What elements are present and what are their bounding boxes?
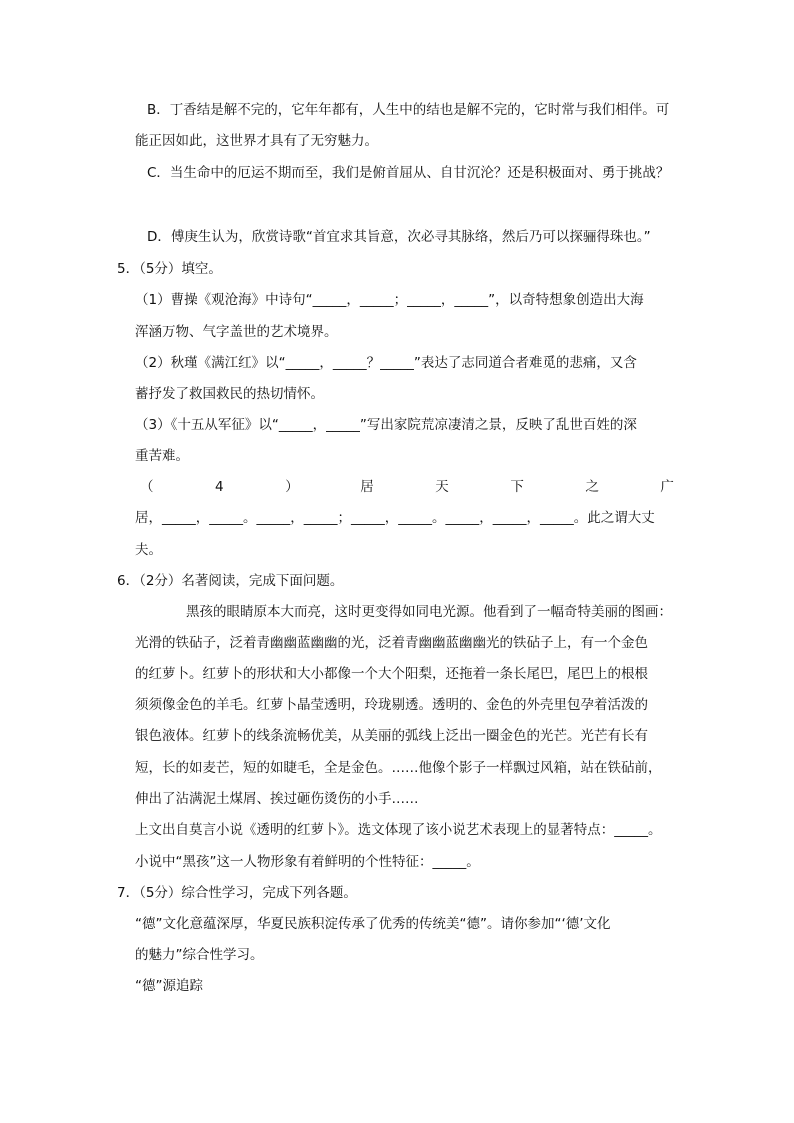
question-5-heading: 5．（5分）填空。 [117,261,222,277]
q6-passage-line-1: 黑孩的眼睛原本大而亮，这时更变得如同电光源。他看到了一幅奇特美丽的图画： [186,604,672,620]
q5-item-4-token: （ [140,479,154,495]
q6-question-2: 小说中“黑孩”这一人物形象有着鲜明的个性特征：_____。 [135,854,480,870]
q5-item-1-line-2: 浑涵万物、气字盖世的艺术境界。 [135,324,338,340]
q5-item-3-line-1: （3）《十五从军征》以“_____，_____”写出家院荒凉凄清之景，反映了乱世百姓的深 [135,417,637,433]
q6-passage-line-3: 的红萝卜。红萝卜的形状和大小都像一个大个阳梨，还拖着一条长尾巴，尾巴上的根根 [135,666,648,682]
q6-passage-line-6: 短，长的如麦芒，短的如睫毛，全是金色。……他像个影子一样飘过风箱，站在铁砧前， [135,760,662,776]
q5-item-4-token: 广 [660,479,674,495]
option-b-line-1: B．丁香结是解不完的，它年年都有，人生中的结也是解不完的，它时常与我们相伴。可 [147,102,670,118]
option-b-line-2: 能正因如此，这世界才具有了无穷魅力。 [135,133,378,149]
q6-question-1: 上文出自莫言小说《透明的红萝卜》。选文体现了该小说艺术表现上的显著特点：_____。 [135,822,662,838]
q5-item-4-line-1 [140,477,674,497]
q7-intro-line-1: “德”文化意蕴深厚，华夏民族积淀传承了优秀的传统美“德”。请你参加“‘德’文化 [135,916,611,932]
q5-item-2-line-1: （2）秋瑾《满江红》以“_____，_____？_____”表达了志同道合者难觅的悲痛，又含 [135,355,637,371]
q5-item-2-line-2: 蓄抒发了救国救民的热切情怀。 [135,386,324,402]
q5-item-4-line-3: 夫。 [135,542,162,558]
q6-passage-line-2: 光滑的铁砧子，泛着青幽幽蓝幽幽的光，泛着青幽幽蓝幽幽光的铁砧子上，有一个金色 [135,635,648,651]
q6-passage-line-4: 须须像金色的羊毛。红萝卜晶莹透明，玲珑剔透。透明的、金色的外壳里包孕着活泼的 [135,697,648,713]
q5-item-4-token: 下 [510,479,524,495]
option-d-line: D．傅庚生认为，欣赏诗歌“首宜求其旨意，次必寻其脉络，然后乃可以探骊得珠也。” [147,229,651,245]
q5-item-4-token: 居 [360,479,374,495]
question-6-heading: 6．（2分）名著阅读，完成下面问题。 [117,573,344,589]
q5-item-4-token: 4 [215,479,224,495]
option-c-line: C．当生命中的厄运不期而至，我们是俯首屈从、自甘沉沦？还是积极面对、勇于挑战？ [147,165,670,181]
q5-item-4-token: ） [285,479,299,495]
question-7-heading: 7．（5分）综合性学习，完成下列各题。 [117,885,357,901]
q5-item-4-token: 天 [435,479,449,495]
q7-intro-line-2: 的魅力”综合性学习。 [135,947,264,963]
q5-item-4-line-2: 居，_____，_____。_____，_____；_____，_____。_____，_____，_____。此之谓大丈 [135,510,655,526]
q5-item-3-line-2: 重苦难。 [135,448,189,464]
q5-item-1-line-1: （1）曹操《观沧海》中诗句“_____，_____；_____，_____”，以奇特想象创造出大海 [135,292,644,308]
q7-subheading: “德”源追踪 [135,978,203,994]
q6-passage-line-5: 银色液体。红萝卜的线条流畅优美，从美丽的弧线上泛出一圈金色的光芒。光芒有长有 [135,728,648,744]
q6-passage-line-7: 伸出了沾满泥土煤屑、挨过砸伤烫伤的小手…… [135,791,419,807]
q5-item-4-token: 之 [585,479,599,495]
